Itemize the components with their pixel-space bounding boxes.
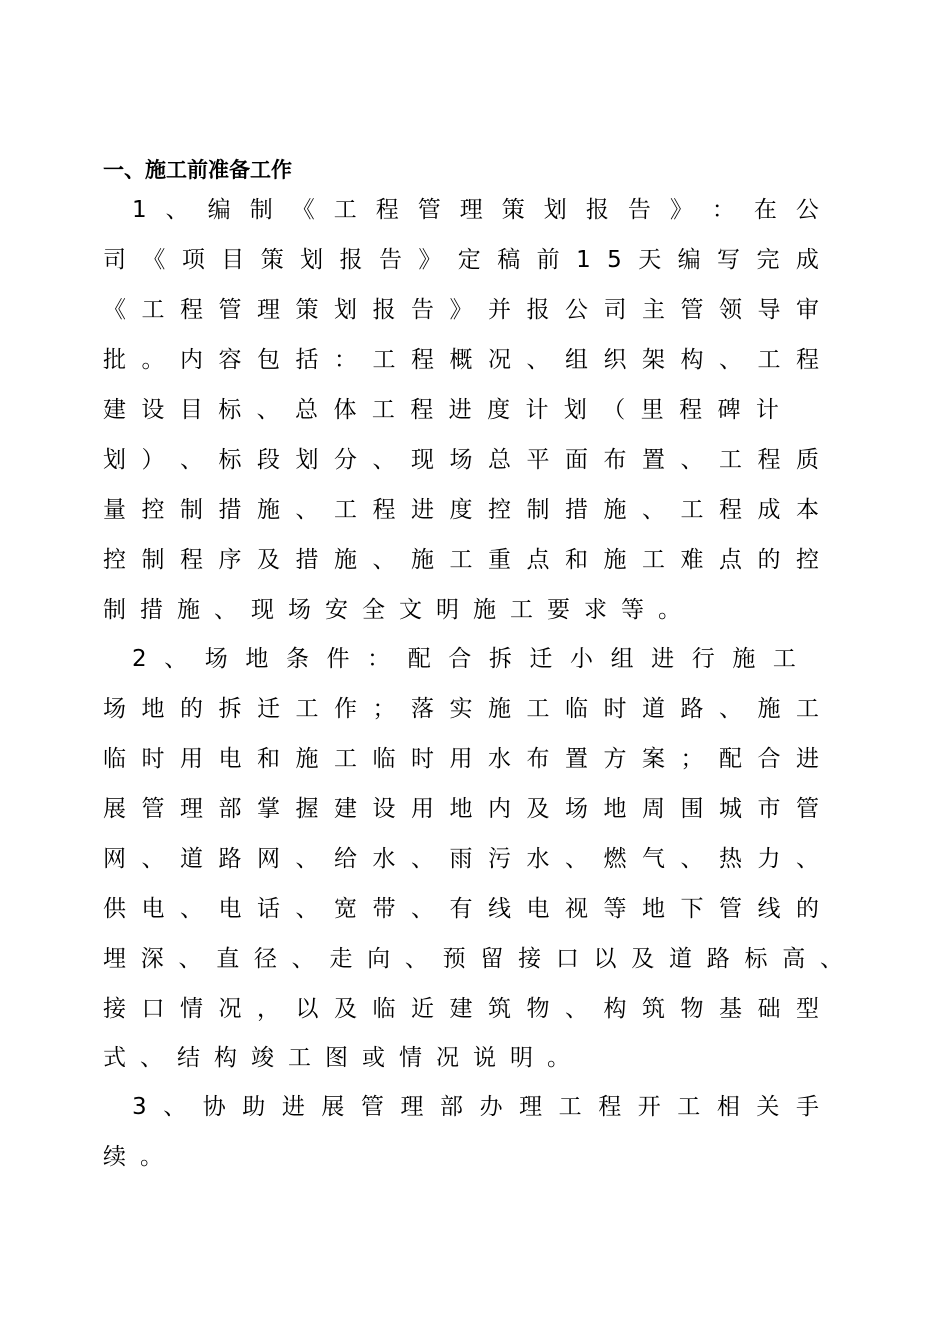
- paragraph-line: 续。: [103, 1144, 177, 1170]
- paragraph-line: 司 《 项 目 策 划 报 告 》 定 稿 前 1 5 天 编 写 完 成: [103, 247, 819, 273]
- paragraph-line: 展 管 理 部 掌 握 建 设 用 地 内 及 场 地 周 围 城 市 管: [103, 796, 819, 822]
- paragraph-line: 场 地 的 拆 迁 工 作 ； 落 实 施 工 临 时 道 路 、 施 工: [103, 696, 819, 722]
- paragraph-line: 接 口 情 况 ， 以 及 临 近 建 筑 物 、 构 筑 物 基 础 型: [103, 996, 819, 1022]
- paragraph-line: 建 设 目 标 、 总 体 工 程 进 度 计 划 （ 里 程 碑 计: [103, 397, 779, 423]
- paragraph-line: 划 ） 、 标 段 划 分 、 现 场 总 平 面 布 置 、 工 程 质: [103, 447, 819, 473]
- paragraph-line: 1 、 编 制 《 工 程 管 理 策 划 报 告 》 ： 在 公: [132, 197, 819, 223]
- paragraph-line: 控 制 程 序 及 措 施 、 施 工 重 点 和 施 工 难 点 的 控: [103, 547, 819, 573]
- paragraph-line: 批 。 内 容 包 括 ： 工 程 概 况 、 组 织 架 构 、 工 程: [103, 347, 819, 373]
- paragraph-line: 2 、 场 地 条 件 ： 配 合 拆 迁 小 组 进 行 施 工: [132, 646, 796, 672]
- paragraph-line: 供 电 、 电 话 、 宽 带 、 有 线 电 视 等 地 下 管 线 的: [103, 896, 819, 922]
- paragraph-line: 3 、 协 助 进 展 管 理 部 办 理 工 程 开 工 相 关 手: [132, 1094, 819, 1120]
- paragraph-line: 埋 深 、 直 径 、 走 向 、 预 留 接 口 以 及 道 路 标 高 、: [103, 946, 843, 972]
- paragraph-line: 量 控 制 措 施 、 工 程 进 度 控 制 措 施 、 工 程 成 本: [103, 497, 819, 523]
- section-heading: 一、施工前准备工作: [103, 158, 292, 182]
- paragraph-line: 式、结构竣工图或情况说明。: [103, 1045, 584, 1071]
- paragraph-line: 《 工 程 管 理 策 划 报 告 》 并 报 公 司 主 管 领 导 审: [103, 297, 819, 323]
- paragraph-line: 制措施、现场安全文明施工要求等。: [103, 597, 695, 623]
- paragraph-line: 网 、 道 路 网 、 给 水 、 雨 污 水 、 燃 气 、 热 力 、: [103, 846, 819, 872]
- paragraph-line: 临 时 用 电 和 施 工 临 时 用 水 布 置 方 案 ； 配 合 进: [103, 746, 819, 772]
